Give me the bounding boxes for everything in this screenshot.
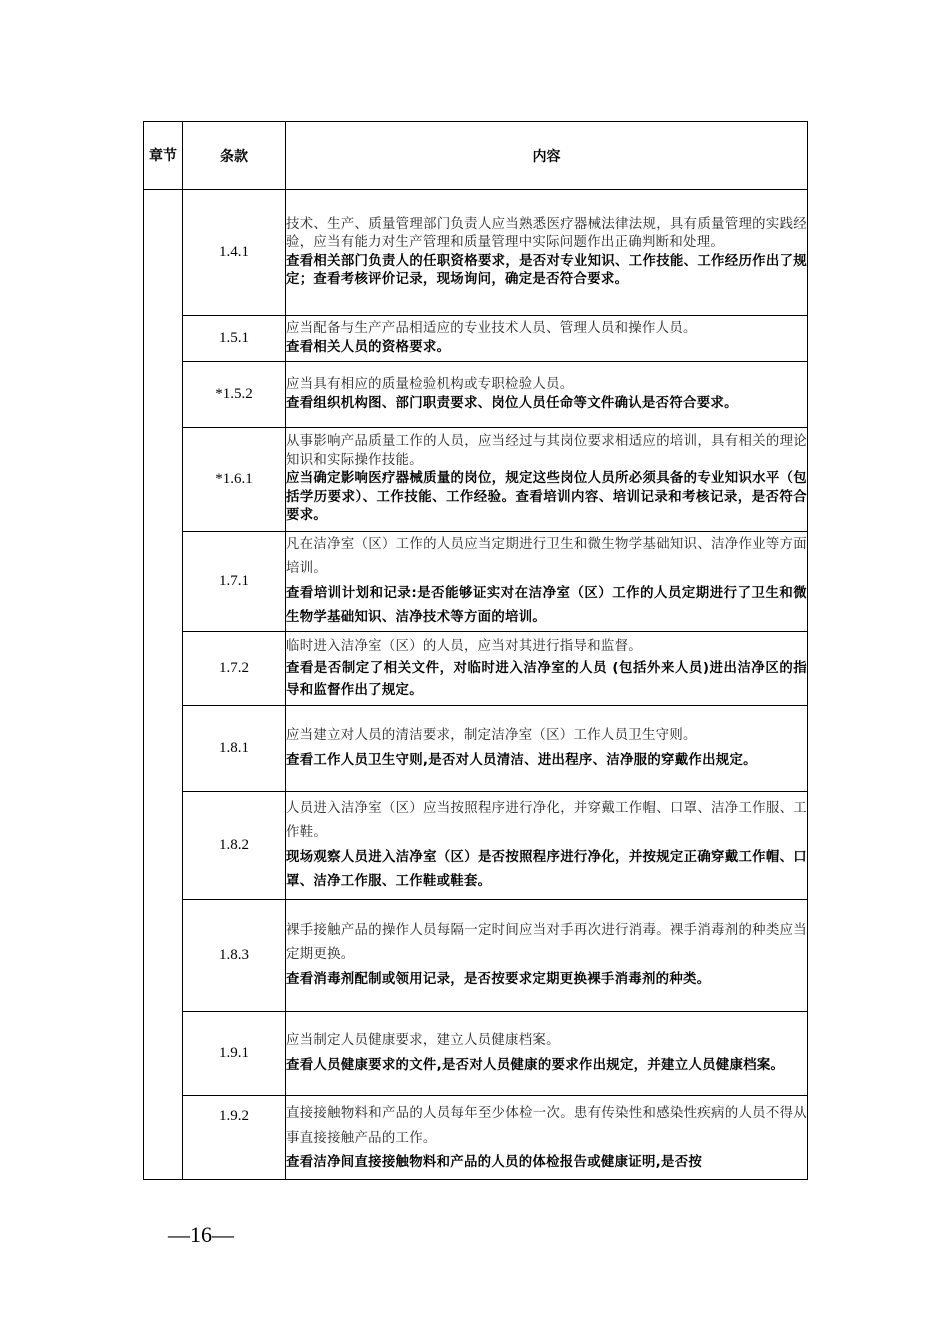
requirement-text: 直接接触物料和产品的人员每年至少体检一次。患有传染性和感染性疾病的人员不得从事直接接触产品的工作。 <box>286 1106 807 1146</box>
requirement-text: 临时进入洁净室（区）的人员，应当对其进行指导和监督。 <box>286 638 642 654</box>
table-row <box>144 532 808 632</box>
table-row <box>144 190 808 316</box>
table-row <box>144 428 808 532</box>
check-method-text: 查看组织机构图、部门职责要求、岗位人员任命等文件确认是否符合要求。 <box>286 395 738 411</box>
requirement-text: 应当建立对人员的清洁要求，制定洁净室（区）工作人员卫生守则。 <box>286 728 697 743</box>
content-cell <box>286 706 808 792</box>
check-method-text: 查看是否制定了相关文件，对临时进入洁净室的人员 (包括外来人员)进出洁净区的指导和监督作出了规定。 <box>286 660 807 698</box>
check-method-text: 查看培训计划和记录:是否能够证实对在洁净室（区）工作的人员定期进行了卫生和微生物学基础知识、洁净技术等方面的培训。 <box>286 585 807 625</box>
table-row <box>144 632 808 706</box>
table-row <box>144 316 808 362</box>
header-chapter: 章节 <box>144 122 183 190</box>
clause-number: 1.9.2 <box>183 1096 286 1180</box>
content-cell <box>286 316 808 362</box>
requirement-text: 应当配备与生产产品相适应的专业技术人员、管理人员和操作人员。 <box>286 321 697 336</box>
content-cell <box>286 1096 808 1180</box>
clause-number: 1.8.3 <box>183 900 286 1012</box>
header-content: 内容 <box>286 122 808 190</box>
check-method-text: 应当确定影响医疗器械质量的岗位，规定这些岗位人员所必须具备的专业知识水平（包括学历要求）、工作技能、工作经验。查看培训内容、培训记录和考核记录，是否符合要求。 <box>286 471 807 524</box>
inspection-table <box>143 121 808 1180</box>
requirement-text: 凡在洁净室（区）工作的人员应当定期进行卫生和微生物学基础知识、洁净作业等方面培训。 <box>286 536 807 576</box>
table-row <box>144 1096 808 1180</box>
requirement-text: 应当制定人员健康要求，建立人员健康档案。 <box>286 1033 560 1048</box>
table-row <box>144 706 808 792</box>
content-cell <box>286 1012 808 1096</box>
requirement-text: 人员进入洁净室（区）应当按照程序进行净化，并穿戴工作帽、口罩、洁净工作服、工作鞋。 <box>286 800 807 840</box>
clause-number: 1.8.2 <box>183 792 286 900</box>
clause-number: 1.8.1 <box>183 706 286 792</box>
page-number: —16— <box>168 1222 234 1247</box>
content-cell <box>286 190 808 316</box>
check-method-text: 查看相关人员的资格要求。 <box>286 339 451 355</box>
table-header-row <box>144 122 808 190</box>
check-method-text: 查看工作人员卫生守则,是否对人员清洁、进出程序、洁净服的穿戴作出规定。 <box>286 752 757 768</box>
check-method-text: 现场观察人员进入洁净室（区）是否按照程序进行净化，并按规定正确穿戴工作帽、口罩、洁净工作服、工作鞋或鞋套。 <box>286 849 807 889</box>
header-clause: 条款 <box>183 122 286 190</box>
table-row <box>144 792 808 900</box>
content-cell <box>286 362 808 428</box>
chapter-cell <box>144 190 183 1180</box>
table-row <box>144 900 808 1012</box>
table-row <box>144 362 808 428</box>
clause-number: 1.7.1 <box>183 532 286 632</box>
requirement-text: 应当具有相应的质量检验机构或专职检验人员。 <box>286 377 574 392</box>
clause-number: *1.6.1 <box>183 428 286 532</box>
content-cell <box>286 900 808 1012</box>
table-row <box>144 1012 808 1096</box>
content-cell <box>286 532 808 632</box>
clause-number: 1.5.1 <box>183 316 286 362</box>
clause-number: 1.7.2 <box>183 632 286 706</box>
check-method-text: 查看人员健康要求的文件,是否对人员健康的要求作出规定，并建立人员健康档案。 <box>286 1057 785 1073</box>
clause-number: *1.5.2 <box>183 362 286 428</box>
content-cell <box>286 428 808 532</box>
check-method-text: 查看相关部门负责人的任职资格要求，是否对专业知识、工作技能、工作经历作出了规定；查看考核评价记录，现场询问，确定是否符合要求。 <box>286 253 807 287</box>
clause-number: 1.9.1 <box>183 1012 286 1096</box>
requirement-text: 技术、生产、质量管理部门负责人应当熟悉医疗器械法律法规，具有质量管理的实践经验，应当有能力对生产管理和质量管理中实际问题作出正确判断和处理。 <box>286 216 807 250</box>
requirement-text: 裸手接触产品的操作人员每隔一定时间应当对手再次进行消毒。裸手消毒剂的种类应当定期更换。 <box>286 922 807 963</box>
check-method-text: 查看洁净间直接接触物料和产品的人员的体检报告或健康证明,是否按 <box>286 1155 703 1171</box>
content-cell <box>286 632 808 706</box>
content-cell <box>286 792 808 900</box>
clause-number: 1.4.1 <box>183 190 286 316</box>
check-method-text: 查看消毒剂配制或领用记录，是否按要求定期更换裸手消毒剂的种类。 <box>286 971 711 987</box>
requirement-text: 从事影响产品质量工作的人员，应当经过与其岗位要求相适应的培训，具有相关的理论知识和实际操作技能。 <box>286 434 807 468</box>
